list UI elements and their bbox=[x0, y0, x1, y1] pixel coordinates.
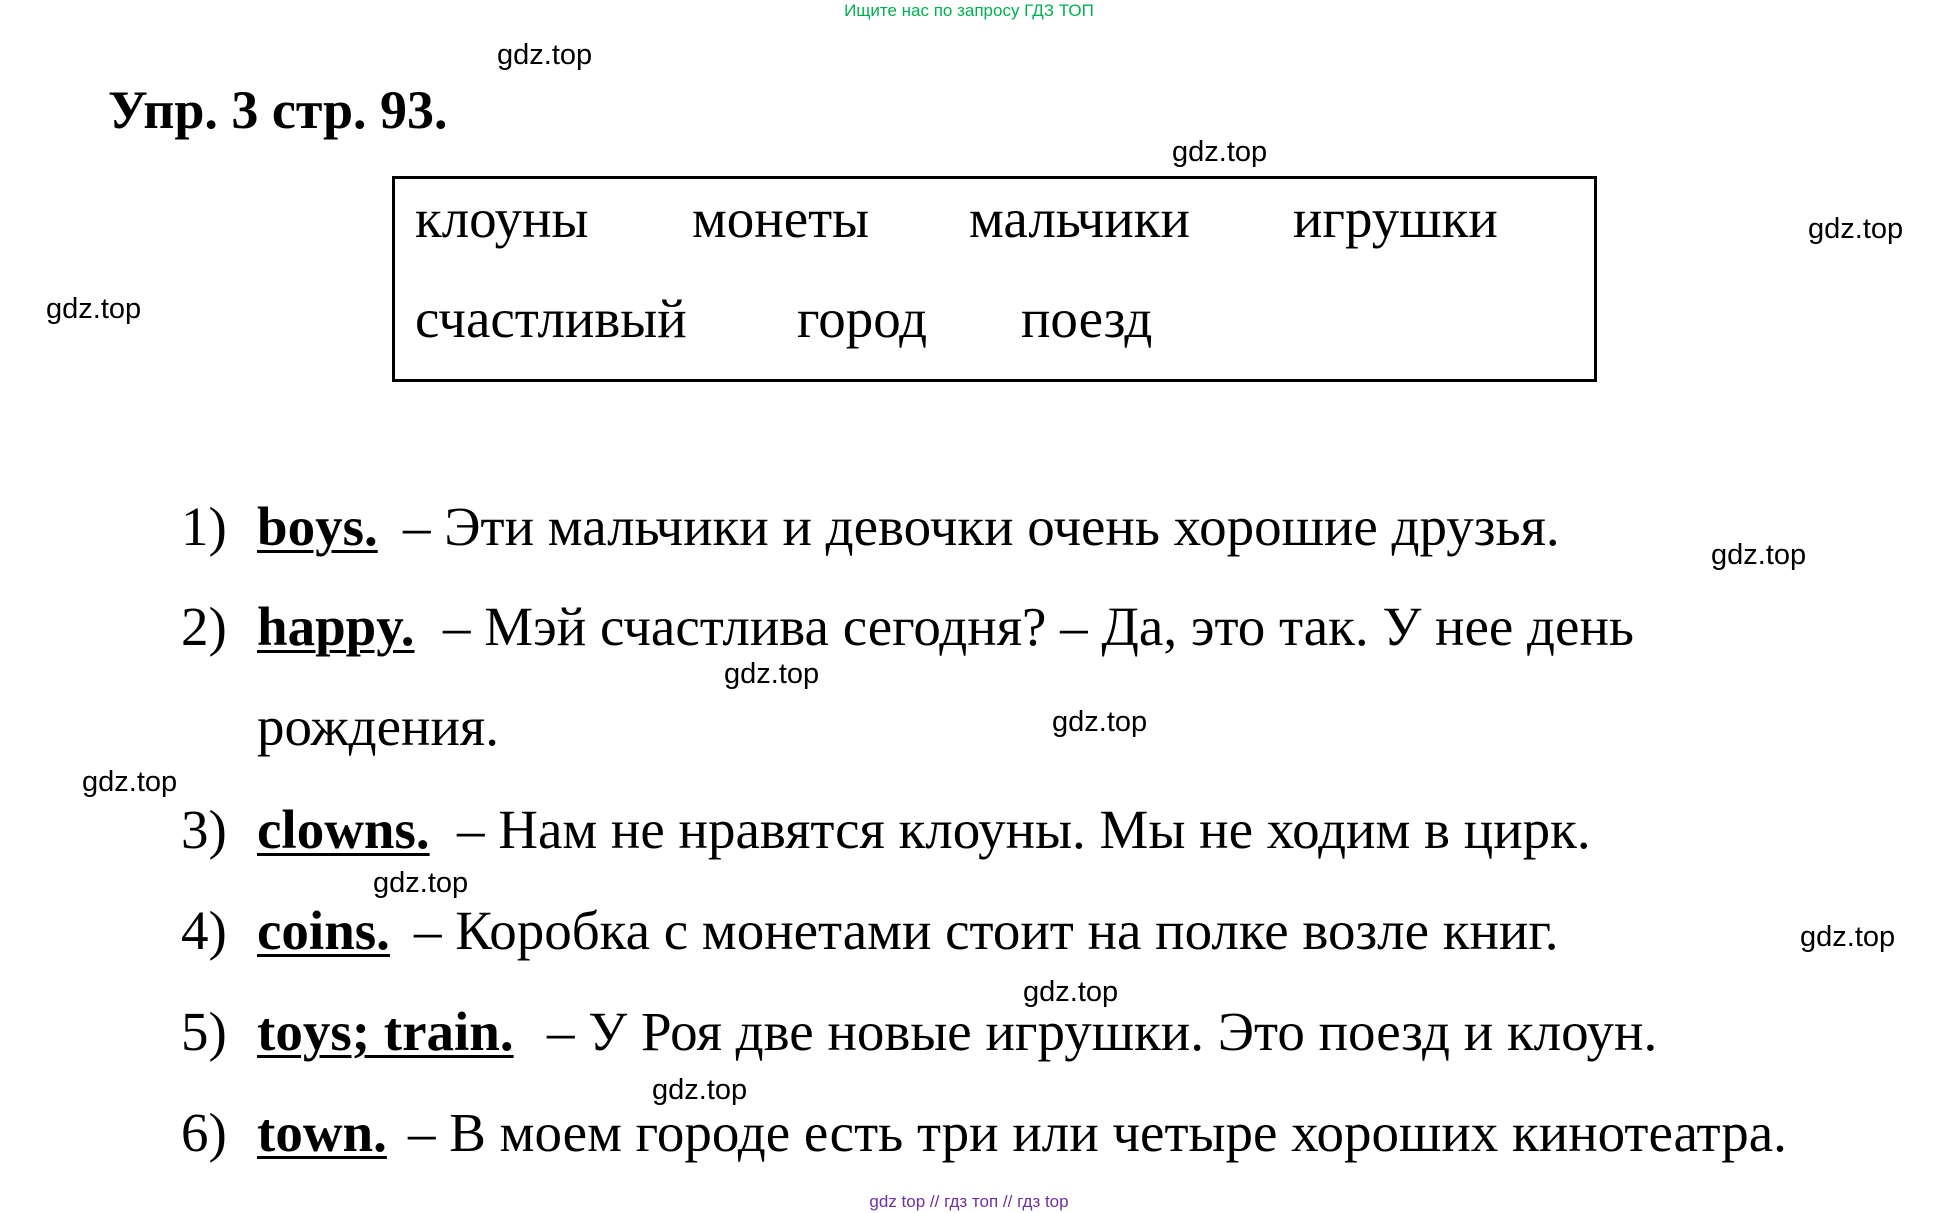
watermark: gdz.top bbox=[1172, 136, 1268, 168]
item-answer: town. bbox=[257, 1102, 387, 1163]
item-answer: clowns. bbox=[257, 799, 430, 860]
item-text: – Нам не нравятся клоуны. Мы не ходим в цирк. bbox=[457, 799, 1591, 860]
top-banner: Ищите нас по запросу ГДЗ ТОП bbox=[844, 1, 1094, 20]
watermark: gdz.top bbox=[1023, 976, 1119, 1008]
word-bank-box bbox=[392, 176, 1597, 382]
item-number: 6) bbox=[181, 1102, 227, 1163]
word-bank-word: счастливый bbox=[415, 288, 687, 349]
item-text: – Коробка с монетами стоит на полке возле книг. bbox=[414, 900, 1559, 961]
item-text-continuation: рождения. bbox=[257, 696, 499, 757]
item-text: – У Роя две новые игрушки. Это поезд и клоун. bbox=[547, 1001, 1658, 1062]
watermark: gdz.top bbox=[652, 1074, 748, 1106]
word-bank-word: монеты bbox=[692, 188, 870, 249]
watermark: gdz.top bbox=[373, 867, 469, 899]
item-answer: happy. bbox=[257, 596, 415, 657]
watermark: gdz.top bbox=[82, 766, 178, 798]
item-text: – Мэй счастлива сегодня? – Да, это так. У нее день bbox=[443, 596, 1634, 657]
item-text: – Эти мальчики и девочки очень хорошие друзья. bbox=[403, 496, 1560, 557]
item-text: – В моем городе есть три или четыре хороших кинотеатра. bbox=[408, 1102, 1787, 1163]
watermark: gdz.top bbox=[1808, 213, 1904, 245]
word-bank-word: город bbox=[797, 288, 928, 349]
word-bank-word: клоуны bbox=[415, 188, 589, 249]
item-number: 3) bbox=[181, 799, 227, 860]
item-number: 4) bbox=[181, 900, 227, 961]
word-bank-word: игрушки bbox=[1293, 188, 1498, 249]
bottom-banner: gdz top // гдз топ // гдз top bbox=[869, 1192, 1069, 1211]
watermark: gdz.top bbox=[497, 39, 593, 71]
watermark: gdz.top bbox=[1800, 921, 1896, 953]
page-title: Упр. 3 стр. 93. bbox=[108, 80, 448, 140]
item-answer: boys. bbox=[257, 496, 378, 557]
item-number: 5) bbox=[181, 1001, 227, 1062]
watermark: gdz.top bbox=[724, 658, 820, 690]
item-number: 1) bbox=[181, 496, 227, 557]
word-bank-word: поезд bbox=[1021, 288, 1153, 349]
watermark: gdz.top bbox=[46, 293, 142, 325]
item-answer: toys; train. bbox=[257, 1001, 514, 1062]
word-bank-word: мальчики bbox=[969, 188, 1190, 249]
watermark: gdz.top bbox=[1711, 539, 1807, 571]
item-number: 2) bbox=[181, 596, 227, 657]
item-answer: coins. bbox=[257, 900, 390, 961]
watermark: gdz.top bbox=[1052, 706, 1148, 738]
